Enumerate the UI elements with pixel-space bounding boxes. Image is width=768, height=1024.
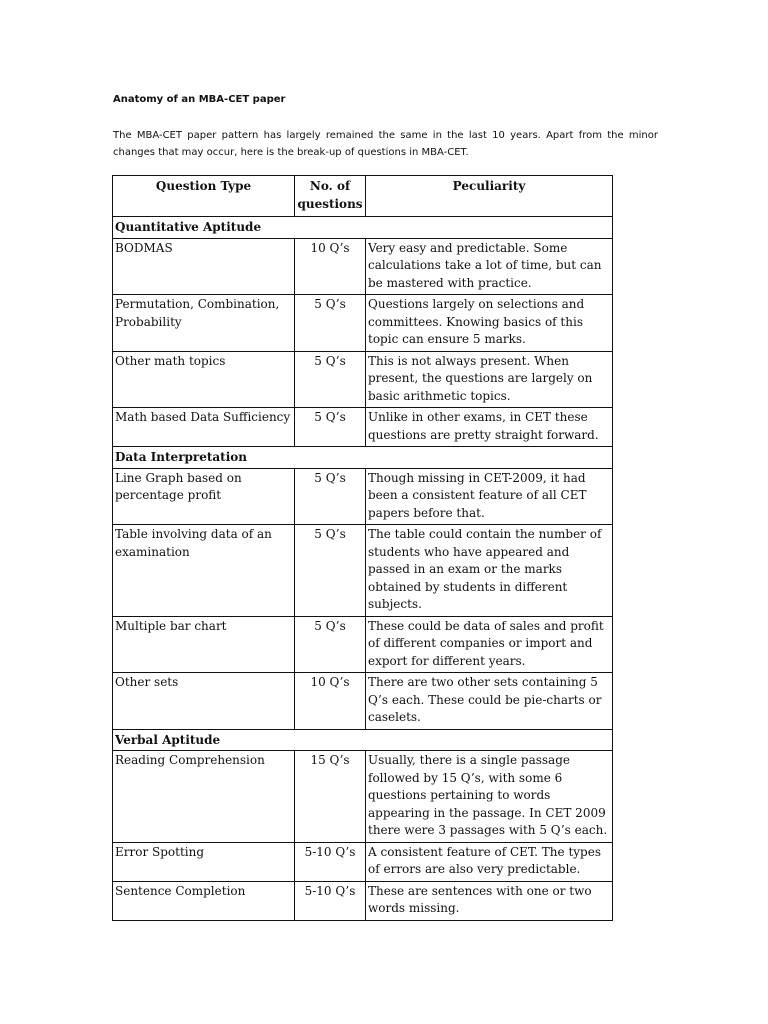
cell-question-count: 15 Q’s xyxy=(295,751,366,843)
section-heading: Quantitative Aptitude xyxy=(113,217,613,239)
cell-peculiarity: Though missing in CET-2009, it had been a consistent feature of all CET papers before that. xyxy=(366,468,613,525)
cell-peculiarity: There are two other sets containing 5 Q’s each. These could be pie-charts or caselets. xyxy=(366,673,613,730)
question-breakup-table xyxy=(112,175,613,921)
cell-question-type: Permutation, Combination, Probability xyxy=(113,295,295,352)
cell-peculiarity: These are sentences with one or two words missing. xyxy=(366,881,613,920)
section-row xyxy=(113,217,613,239)
cell-question-count: 10 Q’s xyxy=(295,238,366,295)
cell-question-type: Multiple bar chart xyxy=(113,616,295,673)
cell-peculiarity: A consistent feature of CET. The types of errors are also very predictable. xyxy=(366,842,613,881)
table-row xyxy=(113,295,613,352)
intro-paragraph: The MBA-CET paper pattern has largely remained the same in the last 10 years. Apart from the minor changes that may occur, here is the break-up of questions in MBA-CET. xyxy=(113,130,658,158)
table-row xyxy=(113,351,613,408)
cell-peculiarity: These could be data of sales and profit of different companies or import and export for different years. xyxy=(366,616,613,673)
cell-question-type: Other sets xyxy=(113,673,295,730)
cell-question-count: 5 Q’s xyxy=(295,468,366,525)
cell-peculiarity: Very easy and predictable. Some calculations take a lot of time, but can be mastered with practice. xyxy=(366,238,613,295)
cell-question-type: BODMAS xyxy=(113,238,295,295)
cell-question-count: 5-10 Q’s xyxy=(295,842,366,881)
cell-question-count: 5 Q’s xyxy=(295,351,366,408)
table-row xyxy=(113,616,613,673)
table-row xyxy=(113,468,613,525)
section-row xyxy=(113,447,613,469)
table-row xyxy=(113,751,613,843)
cell-question-type: Math based Data Sufficiency xyxy=(113,408,295,447)
cell-question-count: 5 Q’s xyxy=(295,616,366,673)
table-row xyxy=(113,673,613,730)
cell-peculiarity: Usually, there is a single passage followed by 15 Q’s, with some 6 questions pertaining to words appearing in the passage. In CET 2009 there were 3 passages with 5 Q’s each. xyxy=(366,751,613,843)
cell-question-count: 5 Q’s xyxy=(295,525,366,617)
table-row xyxy=(113,238,613,295)
table-row xyxy=(113,408,613,447)
header-question-type: Question Type xyxy=(113,176,295,217)
cell-peculiarity: This is not always present. When present, the questions are largely on basic arithmetic topics. xyxy=(366,351,613,408)
cell-question-type: Reading Comprehension xyxy=(113,751,295,843)
page-title: Anatomy of an MBA-CET paper xyxy=(113,94,286,105)
section-heading: Data Interpretation xyxy=(113,447,613,469)
table-header-row xyxy=(113,176,613,217)
table-body xyxy=(113,217,613,921)
table-row xyxy=(113,842,613,881)
cell-peculiarity: The table could contain the number of students who have appeared and passed in an exam or the marks obtained by students in different subjects. xyxy=(366,525,613,617)
cell-question-count: 5-10 Q’s xyxy=(295,881,366,920)
section-row xyxy=(113,729,613,751)
cell-question-type: Line Graph based on percentage profit xyxy=(113,468,295,525)
cell-question-count: 10 Q’s xyxy=(295,673,366,730)
table-row xyxy=(113,525,613,617)
cell-question-count: 5 Q’s xyxy=(295,295,366,352)
cell-question-type: Error Spotting xyxy=(113,842,295,881)
table-row xyxy=(113,881,613,920)
cell-peculiarity: Unlike in other exams, in CET these questions are pretty straight forward. xyxy=(366,408,613,447)
cell-peculiarity: Questions largely on selections and committees. Knowing basics of this topic can ensure 5 marks. xyxy=(366,295,613,352)
cell-question-type: Sentence Completion xyxy=(113,881,295,920)
cell-question-count: 5 Q’s xyxy=(295,408,366,447)
header-peculiarity: Peculiarity xyxy=(366,176,613,217)
header-no-of-questions: No. of questions xyxy=(295,176,366,217)
cell-question-type: Other math topics xyxy=(113,351,295,408)
cell-question-type: Table involving data of an examination xyxy=(113,525,295,617)
section-heading: Verbal Aptitude xyxy=(113,729,613,751)
